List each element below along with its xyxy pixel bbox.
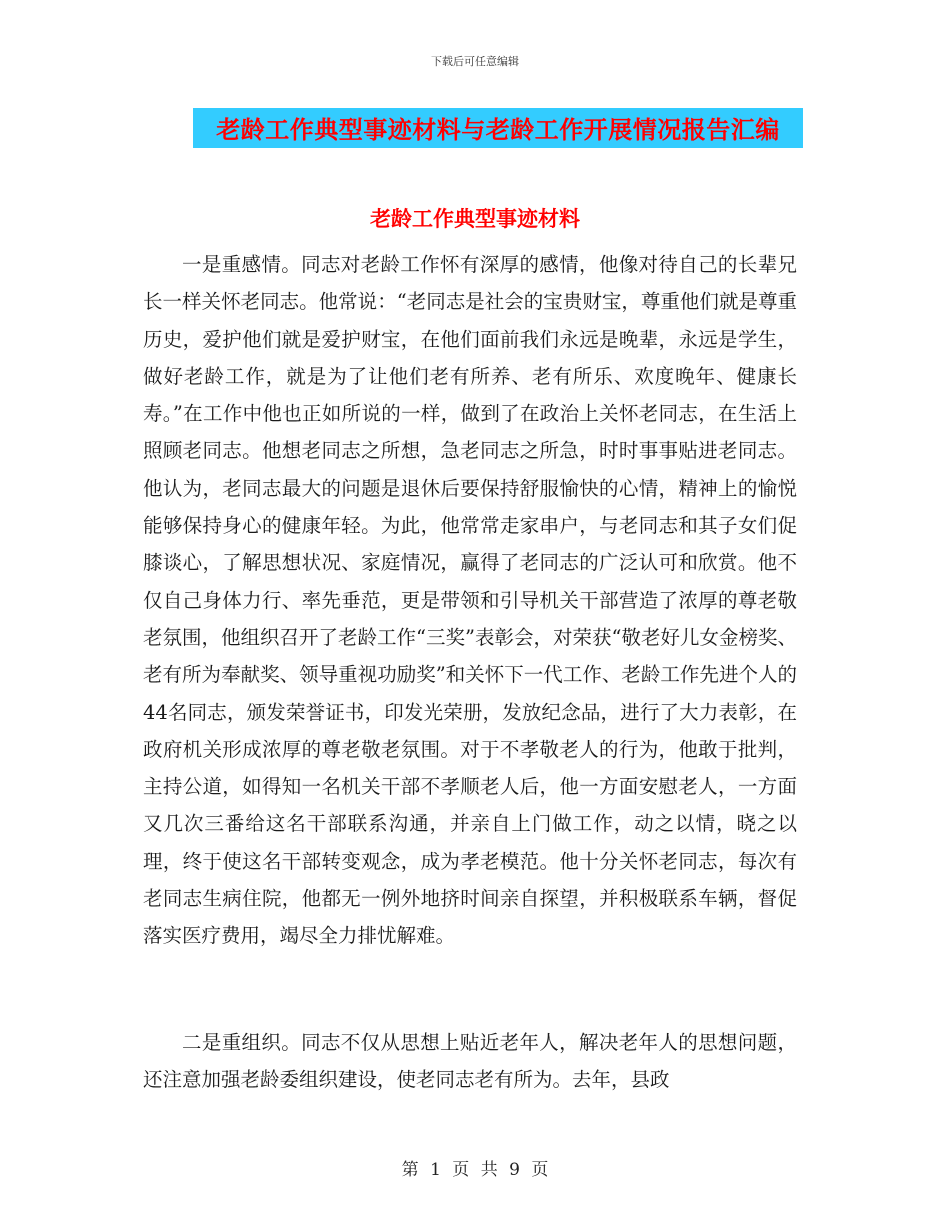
section-title: 老龄工作典型事迹材料 xyxy=(370,206,580,231)
header-note: 下载后可任意编辑 xyxy=(431,55,519,68)
body-paragraph-1 xyxy=(143,246,797,955)
page-footer: 第 1 页 共 9 页 xyxy=(401,1160,549,1180)
document-title: 老龄工作典型事迹材料与老龄工作开展情况报告汇编 xyxy=(216,115,780,144)
paragraph-text: 一是重感情。同志对老龄工作怀有深厚的感情，他像对待自己的长辈兄长一样关怀老同志。他常说：“老同志是社会的宝贵财宝，尊重他们就是尊重历史，爱护他们就是爱护财宝，在他们面前我们永远是晚辈，永远是学生，做好老龄工作，就是为了让他们老有所养、老有所乐、欢度晚年、健康长寿。”在工作中他也正如所说的一样，做到了在政治上关怀老同志，在生活上照顾老同志。他想老同志之所想，急老同志之所急，时时事事贴进老同志。他认为，老同志最大的问题是退休后要保持舒服愉快的心情，精神上的愉悦能够保持身心的健康年轻。为此，他常常走家串户，与老同志和其子女们促膝谈心，了解思想状况、家庭情况，赢得了老同志的广泛认可和欣赏。他不仅自己身体力行、率先垂范，更是带领和引导机关干部营造了浓厚的尊老敬老氛围，他组织召开了老龄工作“三奖”表彰会，对荣获“敬老好儿女金榜奖、老有所为奉献奖、领导重视功励奖”和关怀下一代工作、老龄工作先进个人的44名同志，颁发荣誉证书，印发光荣册，发放纪念品，进行了大力表彰，在政府机关形成浓厚的尊老敬老氛围。对于不孝敬老人的行为，他敢于批判，主持公道，如得知一名机关干部不孝顺老人后，他一方面安慰老人，一方面又几次三番给这名干部联系沟通，并亲自上门做工作，动之以情，晓之以理，终于使这名干部转变观念，成为孝老模范。他十分关怀老同志，每次有老同志生病住院，他都无一例外地挤时间亲自探望，并积极联系车辆，督促落实医疗费用，竭尽全力排忧解难。 xyxy=(143,253,797,948)
body-paragraph-2 xyxy=(143,1024,797,1099)
paragraph-text: 二是重组织。同志不仅从思想上贴近老年人，解决老年人的思想问题，还注意加强老龄委组织建设，使老同志老有所为。去年，县政 xyxy=(143,1031,797,1092)
